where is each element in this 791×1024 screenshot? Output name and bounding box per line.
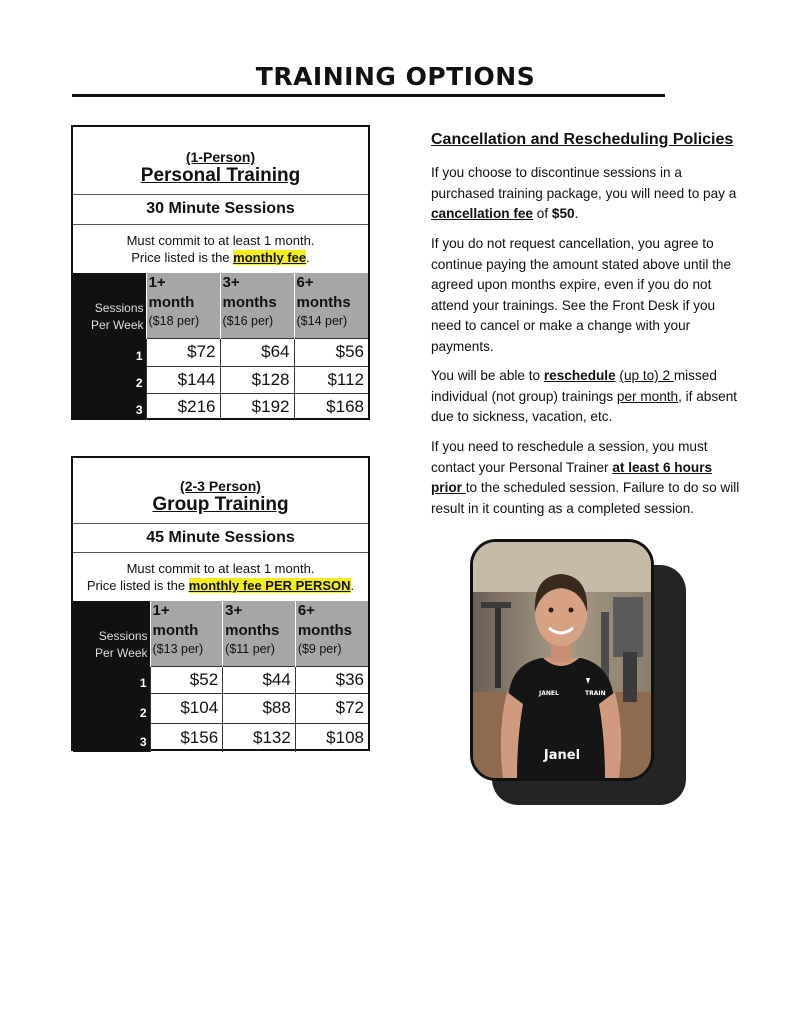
price-header-row [73,601,368,666]
policy-heading: Cancellation and Rescheduling Policies [431,131,734,148]
price-note-period: . [306,250,310,265]
price-cell: $144 [146,366,220,393]
group-training-card [71,456,370,751]
price-cell: $104 [150,693,223,723]
sessions-per-week-label: Sessions Per Week [73,273,146,338]
price-cell: $52 [150,666,223,693]
table-row [73,693,368,723]
per-month-term: per month [616,388,679,404]
price-cell: $216 [146,393,220,420]
personal-price-table [73,273,368,420]
session-duration: 30 Minute Sessions [73,195,368,225]
price-cell: $108 [295,723,368,752]
card-title: Group Training [152,494,289,515]
shirt-brand-text: TRAIN [585,690,606,697]
price-note-text: Price listed is the [131,250,234,265]
column-header-6-months: 6+ months ($9 per) [295,601,368,666]
price-cell: $156 [150,723,223,752]
trainer-portrait-image [473,542,651,778]
column-header-1-month: 1+ month ($18 per) [146,273,220,338]
price-cell: $192 [220,393,294,420]
table-row [73,393,368,420]
price-cell: $88 [223,693,296,723]
price-cell: $72 [146,338,220,366]
table-row [73,723,368,752]
commitment-note [73,225,368,273]
policy-paragraph-notice: If you need to reschedule a session, you must contact your Personal Trainer at least 6 hours prior to the scheduled session. Failure to do so will result in it counting as a completed session. [431,439,740,516]
price-cell: $64 [220,338,294,366]
card-header [73,458,368,524]
shirt-name-text: JANEL [539,690,559,697]
sessions-per-week-label: Sessions Per Week [73,601,150,666]
session-duration: 45 Minute Sessions [73,524,368,553]
price-cell: $56 [294,338,368,366]
price-cell: $128 [220,366,294,393]
price-cell: $132 [223,723,296,752]
table-row [73,338,368,366]
commitment-line: Must commit to at least 1 month. [126,561,315,576]
price-note-line [73,577,368,594]
column-header-6-months: 6+ months ($14 per) [294,273,368,338]
price-cell: $44 [223,666,296,693]
trainer-name-label: Janel [543,748,581,763]
price-cell: $168 [294,393,368,420]
card-people-count: (2-3 Person) [180,478,261,494]
price-note-highlight: monthly fee PER PERSON [188,578,351,593]
policy-paragraph-continue-payment: If you do not request cancellation, you agree to continue paying the amount stated above until the agreed upon months expire, even if you do not attend your trainings. See the Front Desk if you need to cancel or make a change with your payments. [431,236,732,354]
reschedule-term: reschedule [543,368,616,383]
row-label: 1 [73,666,150,693]
price-cell: $72 [295,693,368,723]
price-note-highlight: monthly fee [233,250,307,265]
row-label: 2 [73,693,150,723]
reschedule-limit: (up to) 2 [619,368,674,383]
cancellation-fee-amount: $50 [551,206,575,221]
title-underline [72,94,665,97]
notice-requirement: at least 6 hours prior [431,459,713,495]
price-cell: $112 [294,366,368,393]
commitment-line: Must commit to at least 1 month. [126,233,315,248]
price-note-period: . [350,578,355,593]
page-title: TRAINING OPTIONS [255,62,536,91]
price-note-text: Price listed is the [86,578,189,593]
cancellation-fee-term: cancellation fee [431,206,533,221]
row-label: 3 [73,393,146,420]
personal-training-card [71,125,370,420]
column-header-3-months: 3+ months ($11 per) [223,601,296,666]
card-header [73,127,368,195]
group-price-table [73,601,368,752]
column-header-1-month: 1+ month ($13 per) [150,601,223,666]
commitment-note [73,553,368,601]
row-label: 2 [73,366,146,393]
row-label: 3 [73,723,150,752]
policy-paragraph-cancellation-fee: If you choose to discontinue sessions in a purchased training package, you will need to pay a cancellation fee of $50. [431,165,737,221]
price-header-row [73,273,368,338]
price-note-line [73,249,368,266]
policy-paragraph-reschedule: You will be able to reschedule (up to) 2 missed individual (not group) trainings per month, if absent due to sickness, vacation, etc. [431,368,738,424]
column-header-3-months: 3+ months ($16 per) [220,273,294,338]
card-title: Personal Training [140,165,301,186]
row-label: 1 [73,338,146,366]
table-row [73,666,368,693]
card-people-count: (1-Person) [185,149,256,165]
price-cell: $36 [295,666,368,693]
table-row [73,366,368,393]
trainer-photo [470,539,654,781]
